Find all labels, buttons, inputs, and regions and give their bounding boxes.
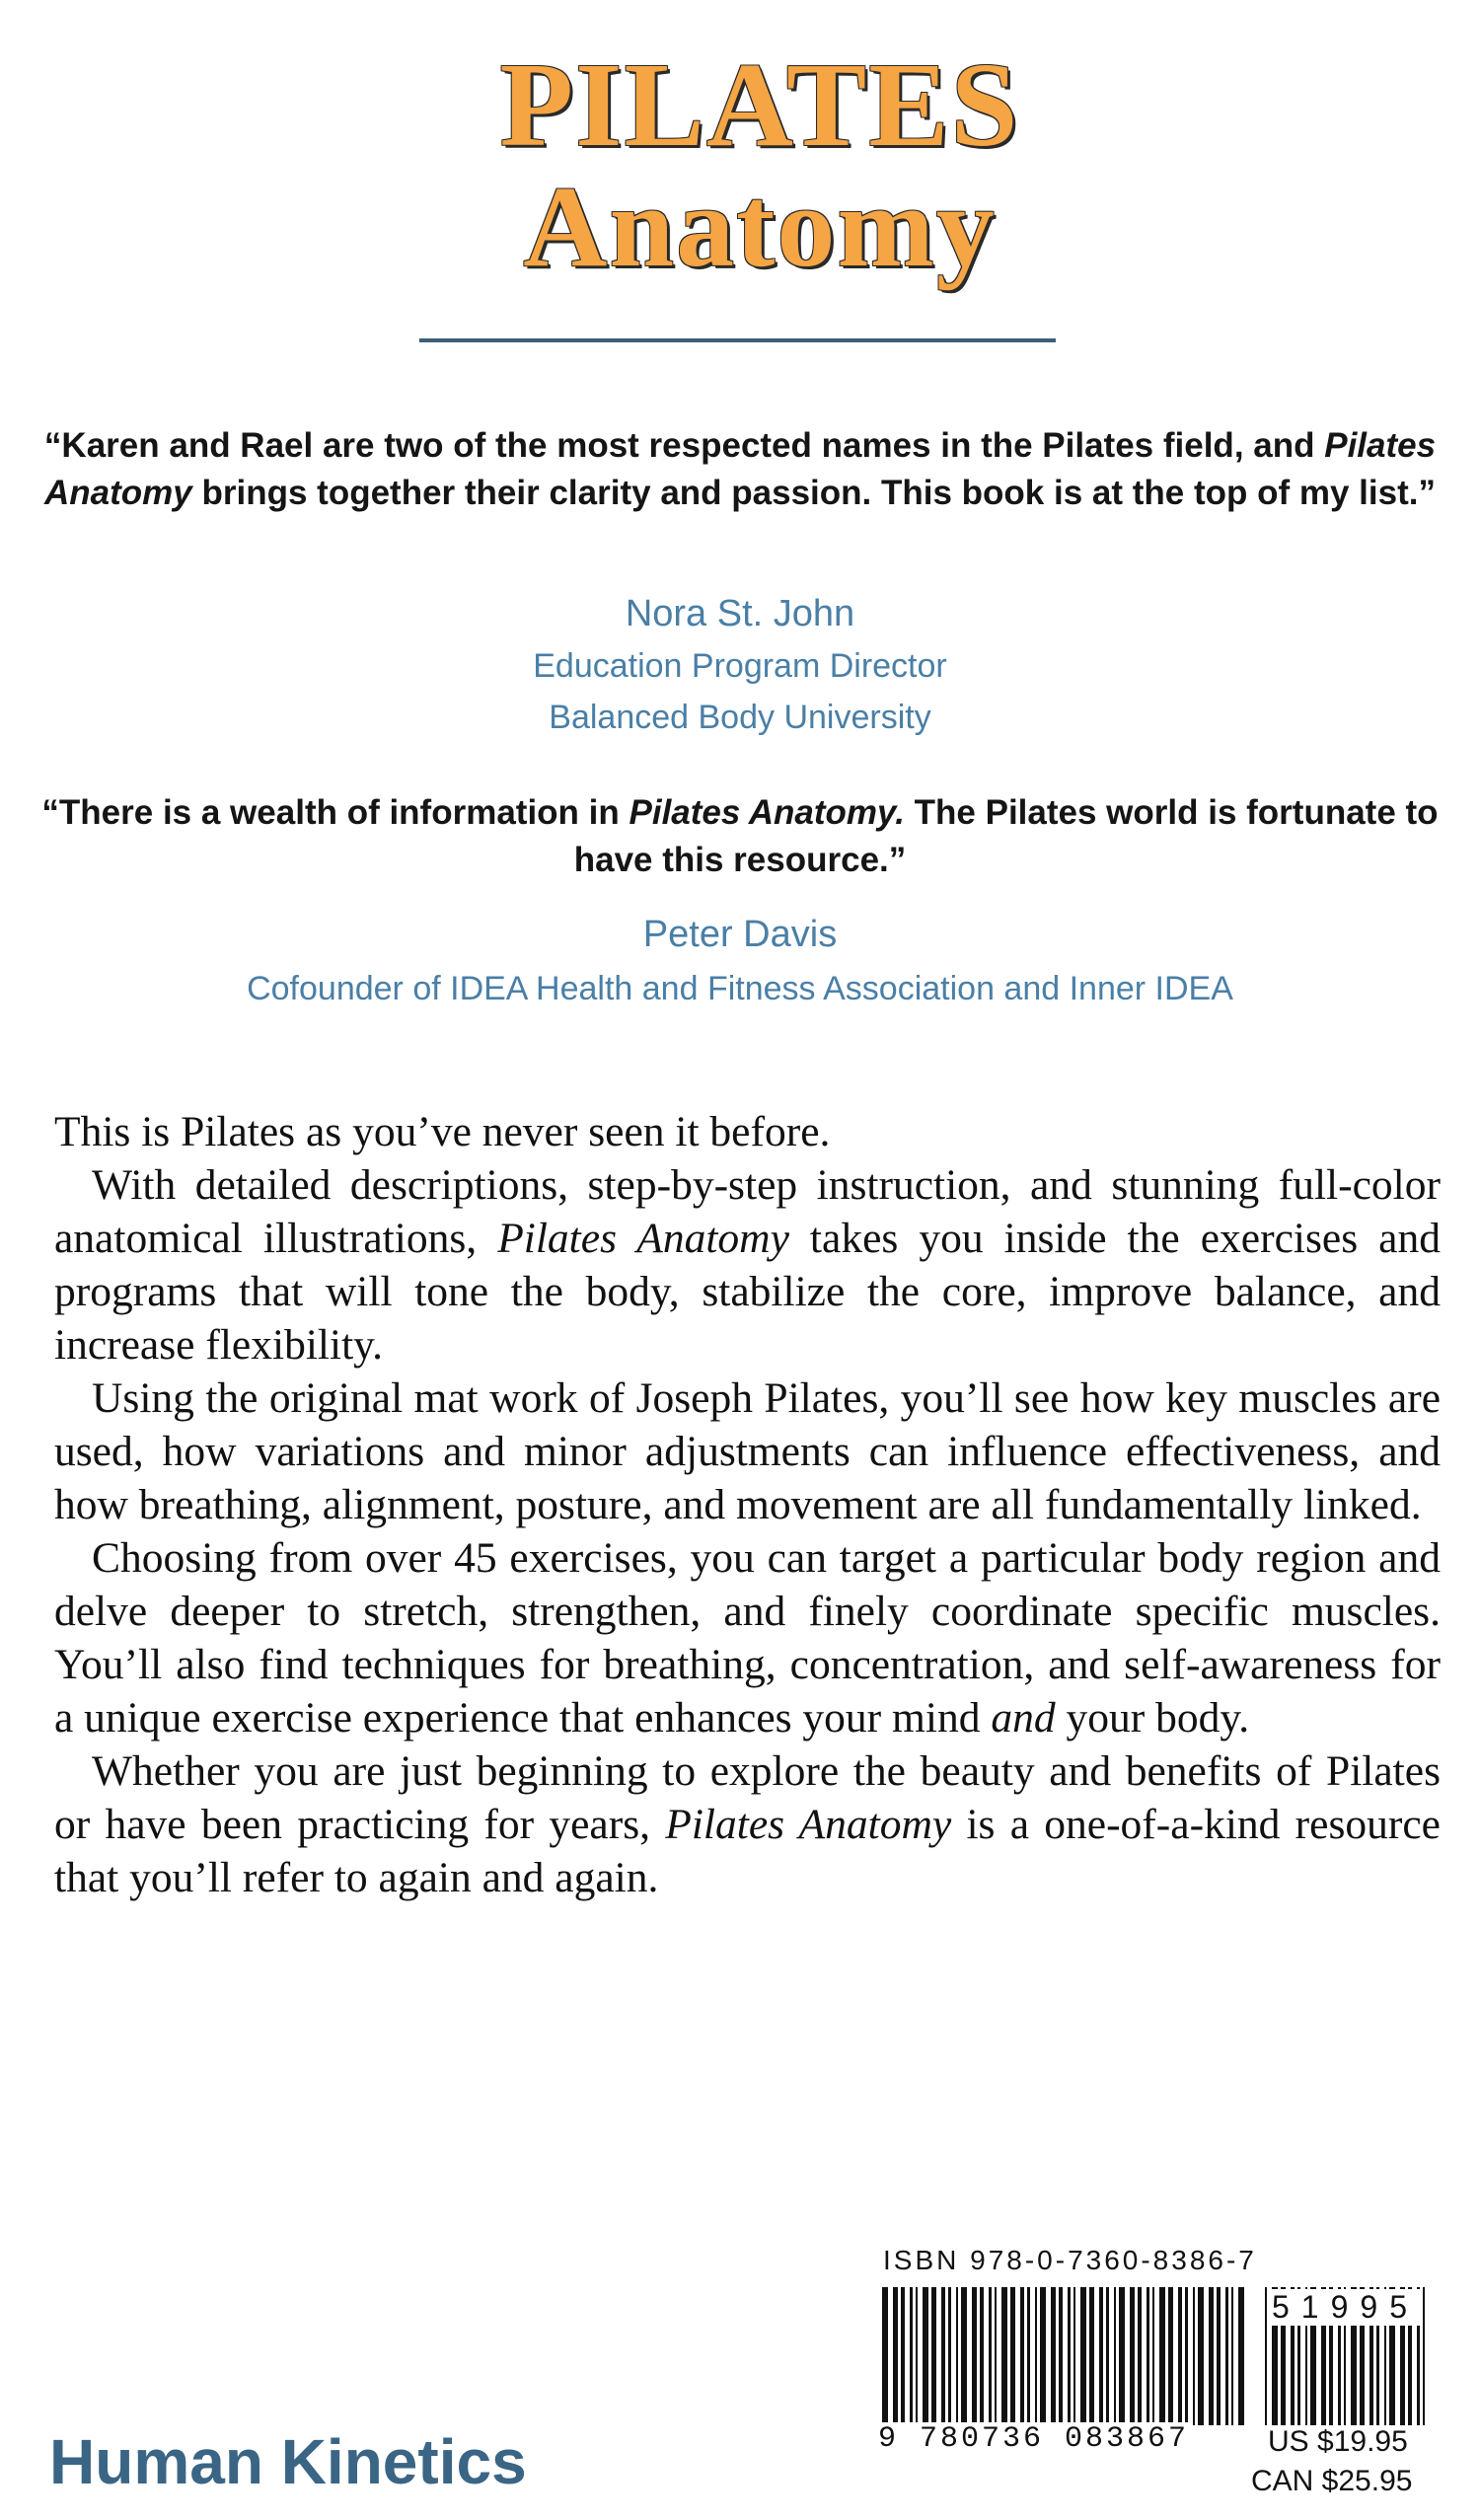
barcode-bar [1073,2287,1075,2425]
barcode-bar [1051,2287,1056,2425]
barcode-bar [961,2287,967,2425]
barcode-icon [878,2287,1253,2425]
barcode-bar [882,2287,888,2425]
barcode-bar [1130,2287,1135,2425]
barcode-bar [989,2287,992,2425]
barcode-bar [1114,2287,1116,2425]
description-paragraph: This is Pilates as you’ve never seen it before. [54,1108,831,1155]
barcode-bar [1001,2287,1007,2425]
book-title-line1: PILATES [499,38,1020,172]
barcode-bar [1068,2287,1071,2425]
barcode-bar [1106,2287,1109,2425]
barcode-bar [948,2287,951,2425]
barcode-bar [1059,2287,1063,2425]
barcode-bar [923,2287,928,2425]
barcode-bar [1231,2287,1233,2425]
endorsement-quote-2 [39,789,1441,884]
barcode-bar [1020,2287,1024,2425]
quote-text: “There is a wealth of information in [41,793,629,832]
description-paragraph: Whether you are just beginning to explore the beauty and benefits of Pilates or have been practicing for years, Pilates Anatomy is a one-of-a-kind resource that you’ll refer to again and again. [54,1747,1441,1901]
barcode-bar [1159,2287,1165,2425]
isbn-label: ISBN 978-0-7360-8386-7 [883,2245,1257,2275]
quote-text: brings together their clarity and passion. This book is at the top of my list.” [191,474,1436,512]
barcode-bar [1198,2287,1204,2425]
barcode-bar [910,2287,913,2425]
barcode-bar [941,2287,945,2425]
barcode-bar [1152,2287,1154,2425]
barcode-bar [956,2287,958,2425]
quote-italic-title: Pilates Anatomy. [629,793,905,832]
barcode-bar [1225,2287,1228,2425]
barcode-bar [893,2287,898,2425]
barcode-bar [1010,2287,1015,2425]
barcode-bar [1178,2287,1182,2425]
barcode-bar [1138,2287,1142,2425]
barcode-bar [916,2287,918,2425]
barcode-bar [972,2287,977,2425]
barcode-bar [1185,2287,1188,2425]
barcode-bar [995,2287,997,2425]
barcode-bar [1209,2287,1214,2425]
endorser-name-1: Nora St. John [625,593,855,634]
quote-text: The Pilates world is fortunate to have this resource.” [573,793,1439,879]
quote-italic-title: Pilates Anatomy [44,426,1437,512]
barcode-bar [1238,2287,1244,2425]
barcode-bar [1040,2287,1046,2425]
endorser-org-1: Balanced Body University [549,699,931,736]
endorser-name-2: Peter Davis [642,914,838,955]
addon-code: 51995 [1268,2289,1423,2326]
barcode-bar [980,2287,984,2425]
book-description [54,1105,1441,1904]
barcode-bar [1265,2287,1267,2425]
barcode-bar [1168,2287,1173,2425]
description-paragraph: With detailed descriptions, step-by-step instruction, and stunning full-color anatomical illustrations, Pilates Anatomy takes you inside the exercises and programs that will tone the body, stabilize the core, improve balance, and increase flexibility. [54,1161,1441,1369]
price-us: US $19.95 [1268,2425,1408,2458]
endorser-role-1: Education Program Director [533,647,947,685]
barcode-bar [1193,2287,1195,2425]
barcode-bar [1080,2287,1086,2425]
barcode-bar [1147,2287,1149,2425]
barcode-bar [1035,2287,1037,2425]
barcode-bar [1423,2287,1425,2425]
barcode-digits: 9 780736 083867 [878,2422,1190,2456]
barcode-bar [1089,2287,1094,2425]
publisher-name: Human Kinetics [49,2426,527,2497]
barcode-bar [901,2287,905,2425]
barcode-bar [931,2287,936,2425]
barcode-bar [1099,2287,1103,2425]
description-paragraph: Using the original mat work of Joseph Pilates, you’ll see how key muscles are used, how variations and minor adjustments can influence effectiveness, and how breathing, alignment, posture, and movement are all fundamentally linked. [54,1374,1441,1528]
endorsement-quote-1 [39,422,1441,517]
price-can: CAN $25.95 [1251,2465,1413,2497]
description-paragraph: Choosing from over 45 exercises, you can target a particular body region and delve deeper to stretch, strengthen, and finely coordinate specific muscles. You’ll also find techniques for breathing, concentration, and self-awareness for a unique exercise experience that enhances your mind and your body. [54,1534,1441,1742]
barcode-bar [1027,2287,1030,2425]
barcode-bar [1119,2287,1125,2425]
book-title-line2: Anatomy [523,162,997,291]
title-divider [419,338,1056,342]
barcode-bar [1217,2287,1221,2425]
endorser-role-2: Cofounder of IDEA Health and Fitness Association and Inner IDEA [247,970,1233,1007]
quote-text: “Karen and Rael are two of the most respected names in the Pilates field, and [43,426,1325,465]
